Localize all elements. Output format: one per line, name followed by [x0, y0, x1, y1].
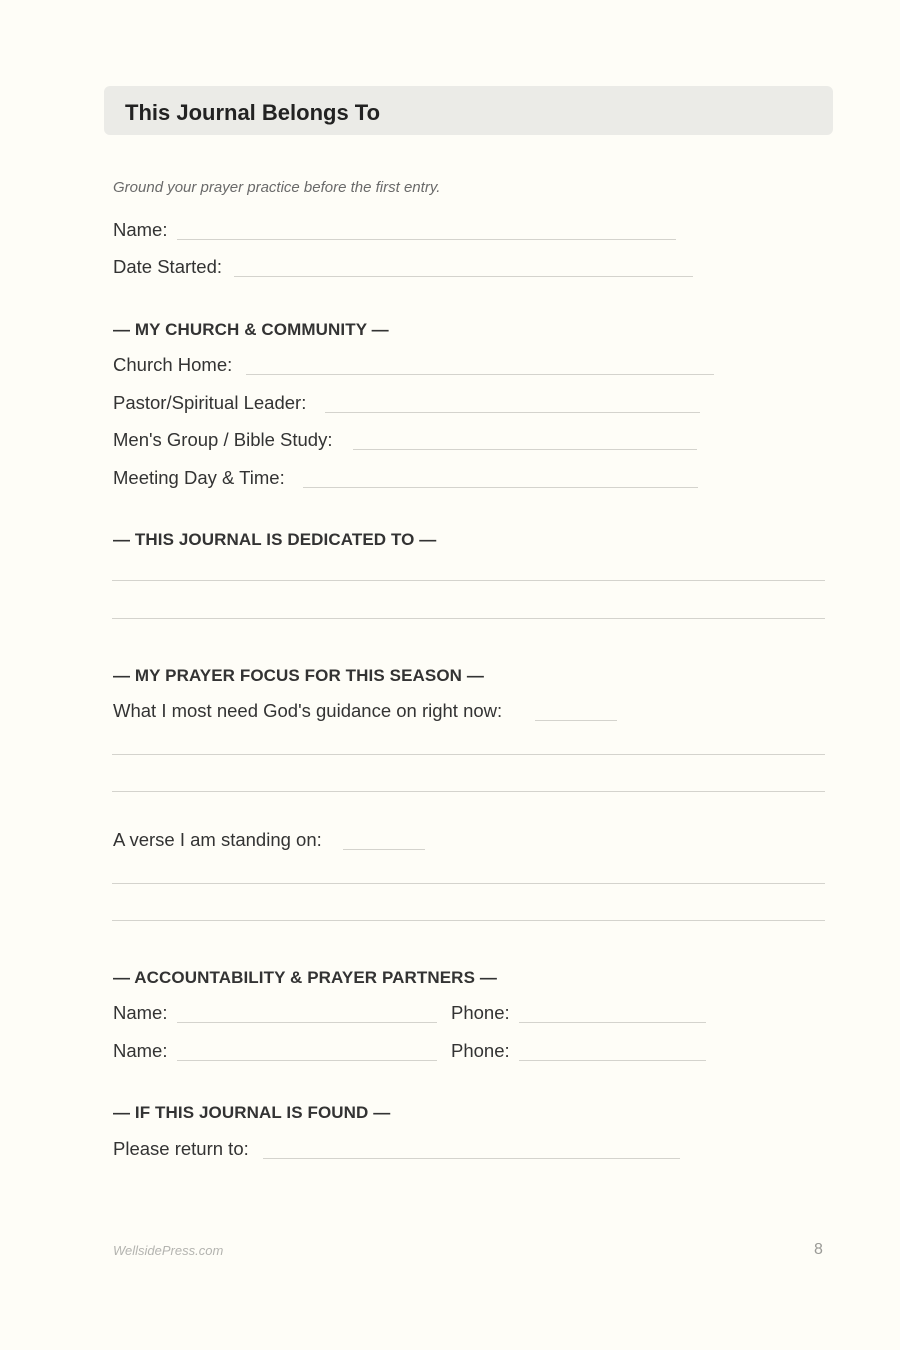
- partner-1-phone-field[interactable]: [519, 1022, 706, 1023]
- date-started-label: Date Started:: [113, 256, 223, 277]
- church-home-field[interactable]: [246, 374, 714, 375]
- verse-label: A verse I am standing on:: [113, 829, 322, 850]
- pastor-field[interactable]: [325, 412, 700, 413]
- return-to-label: Please return to:: [113, 1138, 249, 1159]
- mens-group-label: Men's Group / Bible Study:: [113, 429, 333, 450]
- verse-line-2[interactable]: [112, 920, 825, 921]
- date-started-field[interactable]: [234, 276, 693, 277]
- guidance-line-1[interactable]: [112, 754, 825, 755]
- page-number: 8: [814, 1241, 823, 1258]
- partner-2-name-field[interactable]: [177, 1060, 437, 1061]
- meeting-time-label: Meeting Day & Time:: [113, 467, 285, 488]
- mens-group-field[interactable]: [353, 449, 697, 450]
- guidance-label: What I most need God's guidance on right now:: [113, 700, 503, 721]
- verse-inline-field[interactable]: [343, 849, 425, 850]
- partner-1-name-label: Name:: [113, 1002, 168, 1023]
- intro-subtitle: Ground your prayer practice before the first entry.: [113, 179, 441, 196]
- return-to-field[interactable]: [263, 1158, 680, 1159]
- page-title: This Journal Belongs To: [125, 100, 381, 125]
- page-header: [104, 86, 833, 135]
- found-section-heading: — IF THIS JOURNAL IS FOUND —: [113, 1103, 391, 1122]
- partner-1-name-field[interactable]: [177, 1022, 437, 1023]
- name-label: Name:: [113, 219, 168, 240]
- guidance-line-2[interactable]: [112, 791, 825, 792]
- pastor-label: Pastor/Spiritual Leader:: [113, 392, 307, 413]
- partners-section-heading: — ACCOUNTABILITY & PRAYER PARTNERS —: [113, 968, 497, 987]
- church-home-label: Church Home:: [113, 354, 233, 375]
- prayer-focus-section-heading: — MY PRAYER FOCUS FOR THIS SEASON —: [113, 666, 484, 685]
- meeting-time-field[interactable]: [303, 487, 698, 488]
- partner-1-phone-label: Phone:: [451, 1002, 510, 1023]
- guidance-inline-field[interactable]: [535, 720, 617, 721]
- name-field[interactable]: [177, 239, 676, 240]
- verse-line-1[interactable]: [112, 883, 825, 884]
- church-section-heading: — MY CHURCH & COMMUNITY —: [113, 320, 389, 339]
- dedication-section-heading: — THIS JOURNAL IS DEDICATED TO —: [113, 530, 437, 549]
- partner-2-phone-label: Phone:: [451, 1040, 510, 1061]
- publisher-footer: WellsidePress.com: [113, 1243, 224, 1258]
- dedication-line-1[interactable]: [112, 580, 825, 581]
- partner-2-name-label: Name:: [113, 1040, 168, 1061]
- dedication-line-2[interactable]: [112, 618, 825, 619]
- partner-2-phone-field[interactable]: [519, 1060, 706, 1061]
